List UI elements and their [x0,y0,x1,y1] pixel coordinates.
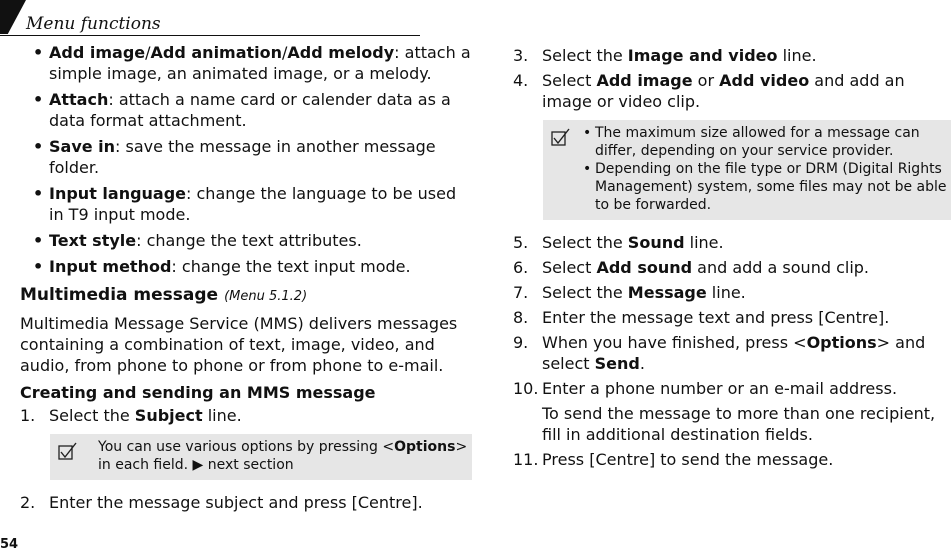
bullet-save-in [20,136,472,178]
term-add-animation: Add animation [150,43,283,62]
menu-reference: (Menu 5.1.2) [224,289,308,304]
separator: / [282,43,288,62]
step-text: Enter a phone number or an e-mail address. [542,379,898,398]
step-number: 11. [513,450,539,469]
note-box [543,120,951,220]
note-text: You can use various options by pressing < [98,439,395,455]
step-text: Press [Centre] to send the message. [542,450,834,469]
step-text: line. [202,406,242,425]
step-number: 4. [513,71,529,90]
bullet-desc: : attach a name card or calender data as a data format attachment. [49,90,451,130]
step-bold: Add video [719,71,810,90]
step-4 [513,70,951,112]
separator: / [145,43,151,62]
bullet-input-method [20,256,472,277]
step-number: 10. [513,379,539,398]
step-number: 9. [513,333,529,352]
step-8 [513,307,951,328]
step-6 [513,257,951,278]
step-bold: Sound [627,233,685,252]
step-5 [513,232,951,253]
step-2 [20,492,472,513]
checkmark-note-icon [58,442,78,460]
step-3 [513,45,951,66]
page-header [0,0,420,40]
term-save-in: Save in [49,137,116,156]
term-add-image: Add image [49,43,146,62]
bullet-dot: • [33,90,44,109]
term-add-melody: Add melody [287,43,395,62]
bullet-dot: • [583,161,592,177]
step-text: Enter the message text and press [Centre]. [542,308,890,327]
checkmark-note-icon [551,128,571,146]
note-text: Depending on the file type or DRM (Digital Rights Management) system, some files may not be able to be forwarded. [595,161,947,213]
bullet-desc: : change the language to be used in T9 input mode. [49,184,457,224]
right-column [513,45,951,474]
step-text: and add an image or video clip. [542,71,905,111]
page-number: 54 [0,537,19,551]
section-title [20,285,472,307]
step-text: Enter the message subject and press [Centre]. [49,493,423,512]
note-body [543,124,947,214]
step-text: and add a sound clip. [692,258,870,277]
step-text: Select the [49,406,135,425]
bullet-desc: : change the text attributes. [136,231,362,250]
note-box [50,434,472,480]
bullet-dot: • [33,137,44,156]
step-number: 8. [513,308,529,327]
term-text-style: Text style [49,231,137,250]
header-rule [0,35,420,36]
note-bold: Options [394,439,456,455]
section-title-text: Multimedia message [20,285,219,305]
step-text: When you have finished, press < [542,333,807,352]
step-number: 2. [20,493,36,512]
bullet-text-style [20,230,472,251]
note-text: The maximum size allowed for a message can differ, depending on your service provider. [595,125,920,159]
bullet-dot: • [583,125,592,141]
step-text: Select the [542,46,628,65]
step-text: Select [542,258,597,277]
step-text: > and select [542,333,926,373]
bullet-desc: : attach a simple image, an animated image, or a melody. [49,43,471,83]
header-bar-decoration [0,0,26,34]
header-title: Menu functions [26,14,161,34]
bullet-desc: : change the text input mode. [171,257,411,276]
step-text: line. [684,233,724,252]
bullet-dot: • [33,184,44,203]
step-9 [513,332,951,374]
bullet-input-language [20,183,472,225]
step-11 [513,449,951,470]
step-bold: Image and video [627,46,778,65]
step-bold: Add image [596,71,693,90]
step-number: 3. [513,46,529,65]
step-bold: Message [627,283,707,302]
sub-title: Creating and sending an MMS message [20,383,376,402]
note-bullet [583,124,947,160]
step-text: line. [777,46,817,65]
note-bullet [583,160,947,214]
step-text: Select [542,71,597,90]
note-body [50,438,468,474]
bullet-dot: • [33,231,44,250]
left-column [20,42,472,517]
step-bold: Subject [134,406,203,425]
step-bold: Add sound [596,258,693,277]
step-number: 1. [20,406,36,425]
step-text: Select the [542,283,628,302]
term-input-language: Input language [49,184,187,203]
step-number: 6. [513,258,529,277]
step-text: . [639,354,645,373]
step-bold: Send [594,354,640,373]
bullet-desc: : save the message in another message folder. [49,137,436,177]
note-text: > in each field. ▶ next section [98,439,468,473]
step-10 [513,378,951,399]
bullet-dot: • [33,257,44,276]
bullet-attach [20,89,472,131]
step-number: 7. [513,283,529,302]
step-text: Select the [542,233,628,252]
step-10-continuation: To send the message to more than one recipient, fill in additional destination fields. [542,404,936,444]
bullet-dot: • [33,43,44,62]
step-bold: Options [806,333,877,352]
term-attach: Attach [49,90,109,109]
step-7 [513,282,951,303]
step-text: or [692,71,720,90]
step-text: line. [706,283,746,302]
intro-paragraph: Multimedia Message Service (MMS) delivers messages containing a combination of text, image, video, and audio, from phone to phone or from phone to e-mail. [20,314,458,375]
bullet-add-media [20,42,472,84]
step-number: 5. [513,233,529,252]
term-input-method: Input method [49,257,172,276]
step-1 [20,405,472,426]
